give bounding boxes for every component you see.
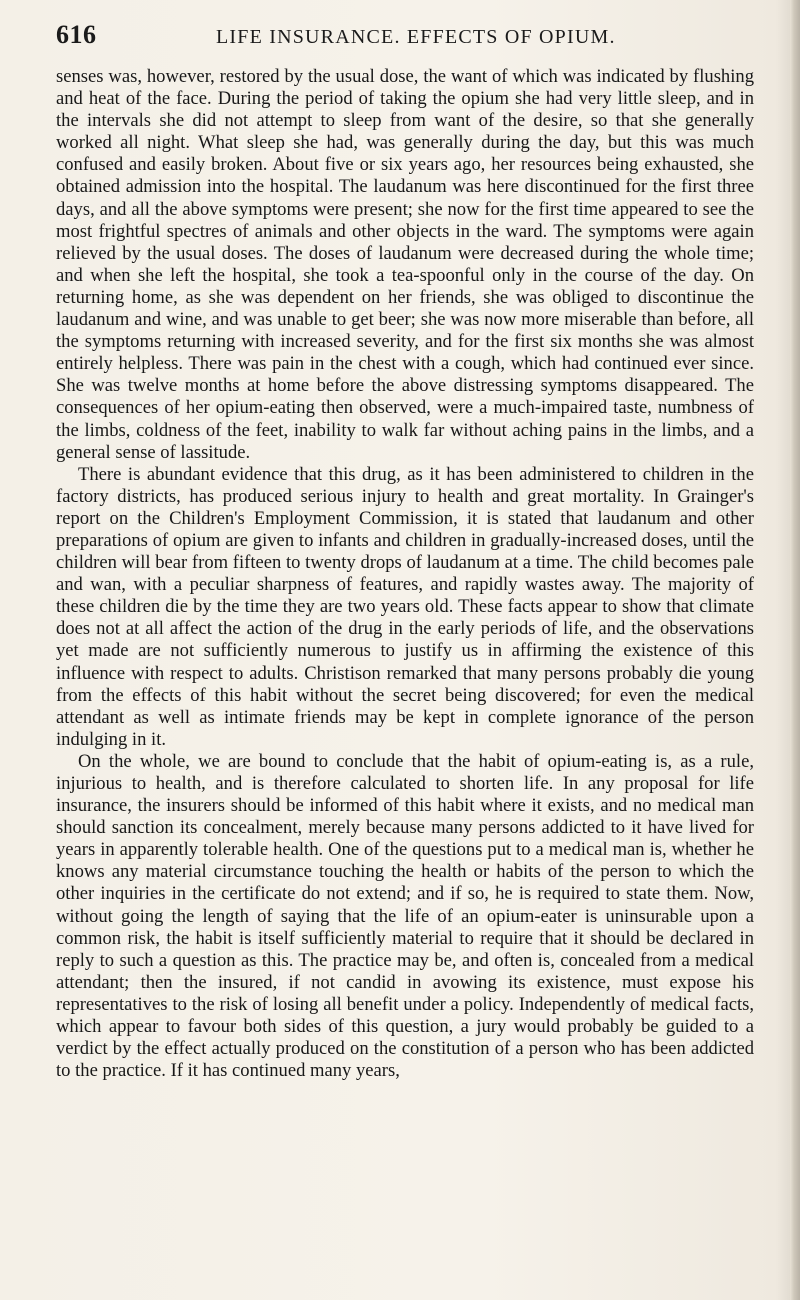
page-number: 616 xyxy=(56,20,97,49)
page-header xyxy=(56,14,756,54)
body-text xyxy=(56,66,754,1082)
paragraph-continued: senses was, however, restored by the usual dose, the want of which was indicated by flushing and heat of the face. During the period of taking the opium she had very little sleep, and in the intervals she did not attempt to sleep from want of the desire, so that she generally worked all night. What sleep she had, was generally during the day, but this was much confused and easily broken. About five or six years ago, her resources being exhausted, she obtained admission into the hospital. The laudanum was here discontinued for the first three days, and all the above symptoms were present; she now for the first time appeared to see the most frightful spectres of animals and other objects in the ward. The symptoms were again relieved by the usual doses. The doses of laudanum were decreased during the whole time; and when she left the hospital, she took a tea-spoonful only in the course of the day. On returning home, as she was dependent on her friends, she was obliged to discontinue the laudanum and wine, and was unable to get beer; she was now more miserable than before, all the symptoms returning with increased severity, and for the first six months she was almost entirely helpless. There was pain in the chest with a cough, which had continued ever since. She was twelve months at home before the above distressing symptoms disappeared. The consequences of her opium-eating then observed, were a much-impaired taste, numbness of the limbs, coldness of the feet, inability to walk far without aching pains in the limbs, and a general sense of lassitude. xyxy=(56,66,754,463)
page-edge xyxy=(790,0,800,1300)
paragraph-conclusion: On the whole, we are bound to conclude that the habit of opium-eating is, as a rule, injurious to health, and is therefore calculated to shorten life. In any proposal for life insurance, the insurers should be informed of this habit where it exists, and no medical man should sanction its concealment, merely because many persons addicted to it have lived for years in apparently tolerable health. One of the questions put to a medical man is, whether he knows any material circumstance touching the health or habits of the person to which the other inquiries in the certificate do not extend; and if so, he is required to state them. Now, without going the length of saying that the life of an opium-eater is uninsurable upon a common risk, the habit is itself sufficiently material to require that it should be declared in reply to such a question as this. The practice may be, and often is, concealed from a medical attendant; then the insured, if not candid in avowing its existence, must expose his representatives to the risk of losing all benefit under a policy. Independently of medical facts, which appear to favour both sides of this question, a jury would probably be guided to a verdict by the effect actually produced on the constitution of a person who has been addicted to the practice. If it has continued many years, xyxy=(56,750,754,1082)
paragraph-children-evidence: There is abundant evidence that this drug, as it has been administered to children in the factory districts, has produced serious injury to health and great mortality. In Grainger's report on the Children's Employment Commission, it is stated that laudanum and other preparations of opium are given to infants and children in gradually-increased doses, until the children will bear from fifteen to twenty drops of laudanum at a time. The child becomes pale and wan, with a peculiar sharpness of features, and rapidly wastes away. The majority of these children die by the time they are two years old. These facts appear to show that climate does not at all affect the action of the drug in the early periods of life, and the observations yet made are not sufficiently numerous to justify us in affirming the existence of this influence with respect to adults. Christison remarked that many persons probably die young from the effects of this habit without the secret being discovered; for even the medical attendant as well as intimate friends may be kept in complete ignorance of the person indulging in it. xyxy=(56,463,754,750)
running-head: LIFE INSURANCE. EFFECTS OF OPIUM. xyxy=(216,26,616,48)
